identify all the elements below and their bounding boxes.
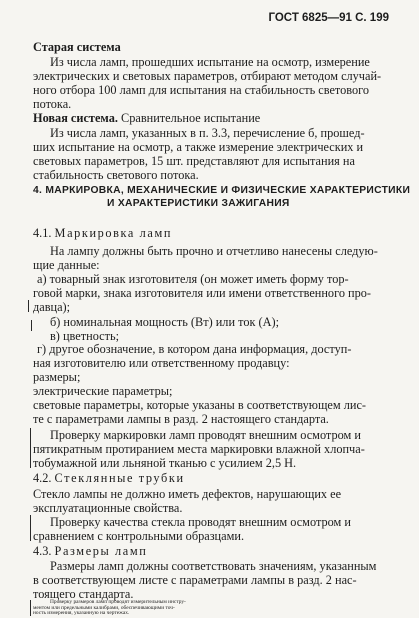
s42-line: эксплуатационные свойства. — [33, 501, 183, 515]
subsection-title: Размеры ламп — [54, 544, 148, 558]
s41-item-a-line: а) товарный знак изготовителя (он может иметь форму тор- — [37, 272, 349, 286]
subsection-4-1-heading — [33, 226, 172, 240]
s41-item-b: б) номинальная мощность (Вт) или ток (А); — [50, 315, 279, 329]
s43-line: Размеры ламп должны соответствовать значениям, указанным — [50, 559, 377, 573]
subsection-title: Стеклянные трубки — [54, 471, 185, 485]
revision-bar — [31, 320, 32, 331]
s41-item-v: в) цветность; — [50, 329, 120, 343]
s41-intro-line: щие данные: — [33, 258, 100, 272]
subsection-title: Маркировка ламп — [54, 226, 173, 240]
revision-bar — [30, 428, 31, 468]
new-system-heading — [33, 111, 260, 125]
subsection-4-3-heading — [33, 544, 147, 558]
s41-check-line: Проверку маркировки ламп проводят внешним осмотром и — [50, 428, 361, 442]
revision-bar — [28, 300, 29, 312]
subsection-number: 4.1. — [33, 226, 52, 240]
new-system-line: световых параметров, 15 шт. представляют для испытания на — [33, 154, 355, 168]
s41-item-a-line: говой марки, знака изготовителя или имени ответственного про- — [33, 286, 372, 300]
new-system-line: Из числа ламп, указанных в п. 3.3, перечисление б, прошед- — [50, 126, 365, 140]
s43-line: тоящего стандарта. — [33, 587, 134, 601]
new-system-line: стабильность светового потока. — [33, 168, 199, 182]
new-system-subtitle: Сравнительное испытание — [121, 111, 261, 125]
s41-list-line: электрические параметры; — [33, 384, 173, 398]
s43-check-line: ность измерения, указанную на чертежах. — [33, 610, 130, 616]
s41-check-line: пятикратным протиранием места маркировки влажной хлопча- — [33, 442, 365, 456]
old-system-title: Старая система — [33, 40, 121, 54]
s43-check-line: Проверку размеров ламп проводят измерительным инстру- — [50, 599, 186, 605]
subsection-4-2-heading — [33, 471, 185, 485]
old-system-line: потока. — [33, 97, 72, 111]
old-system-line: Из числа ламп, прошедших испытание на осмотр, измерение — [50, 55, 370, 69]
s42-line: Стекло лампы не должно иметь дефектов, нарушающих ее — [33, 487, 342, 501]
s41-item-g-line: г) другое обозначение, в котором дана информация, доступ- — [37, 342, 352, 356]
revision-bar — [30, 600, 31, 616]
s41-check-line: тобумажной или льняной тканью с усилием 2,5 Н. — [33, 456, 297, 470]
page-header: ГОСТ 6825—91 С. 199 — [268, 12, 389, 24]
s42-check-line: сравнением с контрольными образцами. — [33, 529, 245, 543]
s43-line: в соответствующем листе с параметрами лампы в разд. 2 нас- — [33, 573, 357, 587]
s41-list-line: размеры; — [33, 370, 81, 384]
s41-list-line: световые параметры, которые указаны в соответствующем лис- — [33, 398, 367, 412]
old-system-line: электрических и световых параметров, отбирают методом случай- — [33, 69, 382, 83]
section-4-heading-line1: 4. МАРКИРОВКА, МЕХАНИЧЕСКИЕ И ФИЗИЧЕСКИЕ ХАРАКТЕРИСТИКИ — [33, 185, 411, 196]
s41-item-a-line: давца); — [33, 300, 71, 314]
s43-check-line: ментом или предельными калибрами, обеспечивающими точ- — [33, 604, 175, 611]
s41-intro-line: На лампу должны быть прочно и отчетливо нанесены следую- — [50, 244, 378, 258]
old-system-line: ного отбора 100 ламп для испытания на стабильность светового — [33, 83, 370, 97]
subsection-number: 4.2. — [33, 471, 52, 485]
new-system-line: ших испытание на осмотр, а также измерение электрических и — [33, 140, 364, 154]
s42-check-line: Проверку качества стекла проводят внешним осмотром и — [50, 515, 351, 529]
s41-list-line: те с параметрами лампы в разд. 2 настоящего стандарта. — [33, 412, 329, 426]
new-system-title: Новая система. — [33, 111, 118, 125]
subsection-number: 4.3. — [33, 544, 52, 558]
s41-item-g-line: ная изготовителю или ответственному продавцу: — [33, 356, 290, 370]
revision-bar — [30, 515, 31, 541]
section-4-heading-line2: И ХАРАКТЕРИСТИКИ ЗАЖИГАНИЯ — [107, 198, 290, 209]
